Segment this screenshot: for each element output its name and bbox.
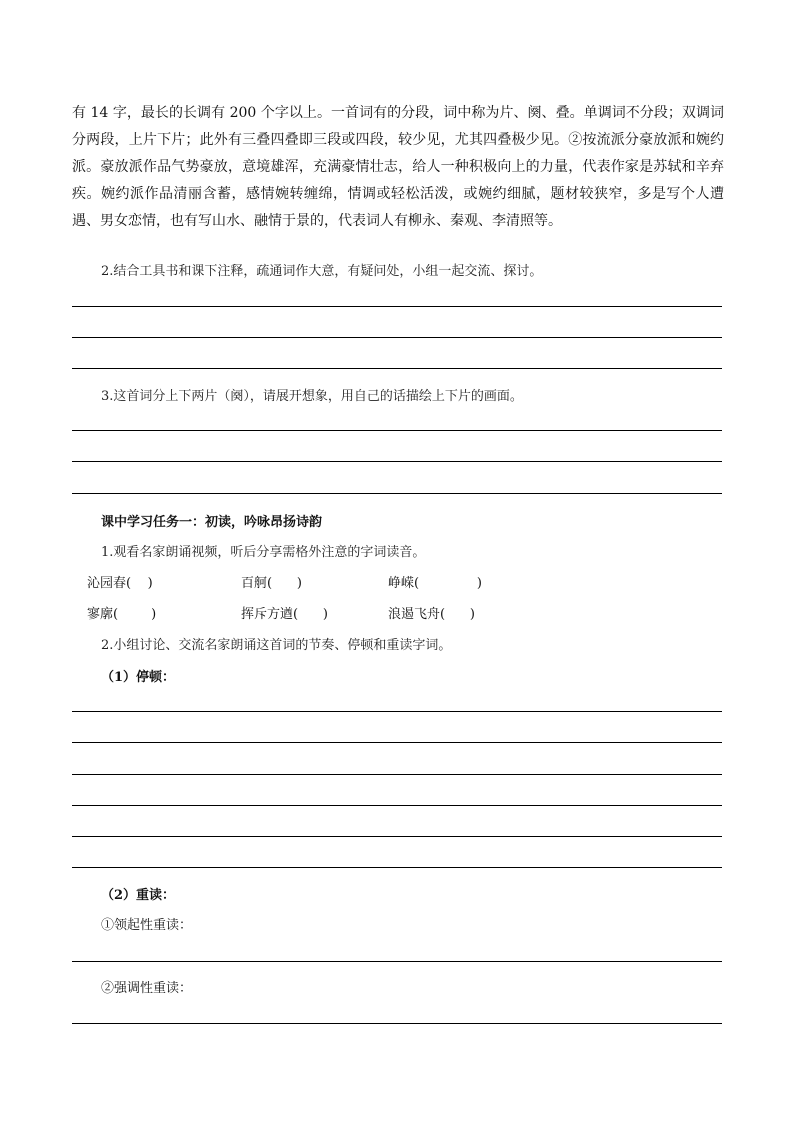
stress-label: （2）重读： xyxy=(101,888,176,903)
stress-lead-label: ①领起性重读： xyxy=(101,918,193,933)
word-baige: 百舸( ) xyxy=(241,576,302,591)
answer-line[interactable] xyxy=(72,805,722,806)
question-3: 3.这首词分上下两片（阕），请展开想象，用自己的话描绘上下片的画面。 xyxy=(101,389,523,404)
answer-line[interactable] xyxy=(72,461,722,462)
word-liaokuo: 寥廓( ) xyxy=(87,607,157,622)
pause-label: （1）停顿： xyxy=(101,670,176,685)
question-2: 2.结合工具书和课下注释，疏通词作大意，有疑问处，小组一起交流、探讨。 xyxy=(101,264,543,279)
stress-emphasis-label: ②强调性重读： xyxy=(101,981,193,996)
word-huichifangqiu: 挥斥方遒( ) xyxy=(241,607,328,622)
answer-line[interactable] xyxy=(72,961,722,962)
answer-line[interactable] xyxy=(72,867,722,868)
answer-line[interactable] xyxy=(72,1023,722,1024)
answer-line[interactable] xyxy=(72,711,722,712)
word-langefeizhou: 浪遏飞舟( ) xyxy=(388,607,475,622)
answer-line[interactable] xyxy=(72,337,722,338)
answer-line[interactable] xyxy=(72,836,722,837)
answer-line[interactable] xyxy=(72,430,722,431)
word-zhengrong: 峥嵘( ) xyxy=(388,576,482,591)
answer-line[interactable] xyxy=(72,742,722,743)
answer-line[interactable] xyxy=(72,493,722,494)
task1-question-2: 2.小组讨论、交流名家朗诵这首词的节奏、停顿和重读字词。 xyxy=(101,638,452,653)
task1-question-1: 1.观看名家朗诵视频，听后分享需格外注意的字词读音。 xyxy=(101,545,426,560)
intro-paragraph: 有 14 字，最长的长调有 200 个字以上。一首词有的分段，词中称为片、阕、叠。单调词不分段；双调词分两段，上片下片；此外有三叠四叠即三段或四段，较少见，尤其四叠极少见。②按流派分豪放派和婉约派。豪放派作品气势豪放，意境雄浑，充满豪情壮志，给人一种积极向上的力量，代表作家是苏轼和辛弃疾。婉约派作品清丽含蓄，感情婉转缠绵，情调或轻松活泼，或婉约细腻，题材较狭窄，多是写个人遭遇、男女恋情，也有写山水、融情于景的，代表词人有柳永、秦观、李清照等。 xyxy=(72,105,724,229)
answer-line[interactable] xyxy=(72,306,722,307)
answer-line[interactable] xyxy=(72,368,722,369)
task1-heading: 课中学习任务一：初读，吟咏昂扬诗韵 xyxy=(101,515,323,530)
answer-line[interactable] xyxy=(72,774,722,775)
word-qinyuanchun: 沁园春( ) xyxy=(87,576,153,591)
